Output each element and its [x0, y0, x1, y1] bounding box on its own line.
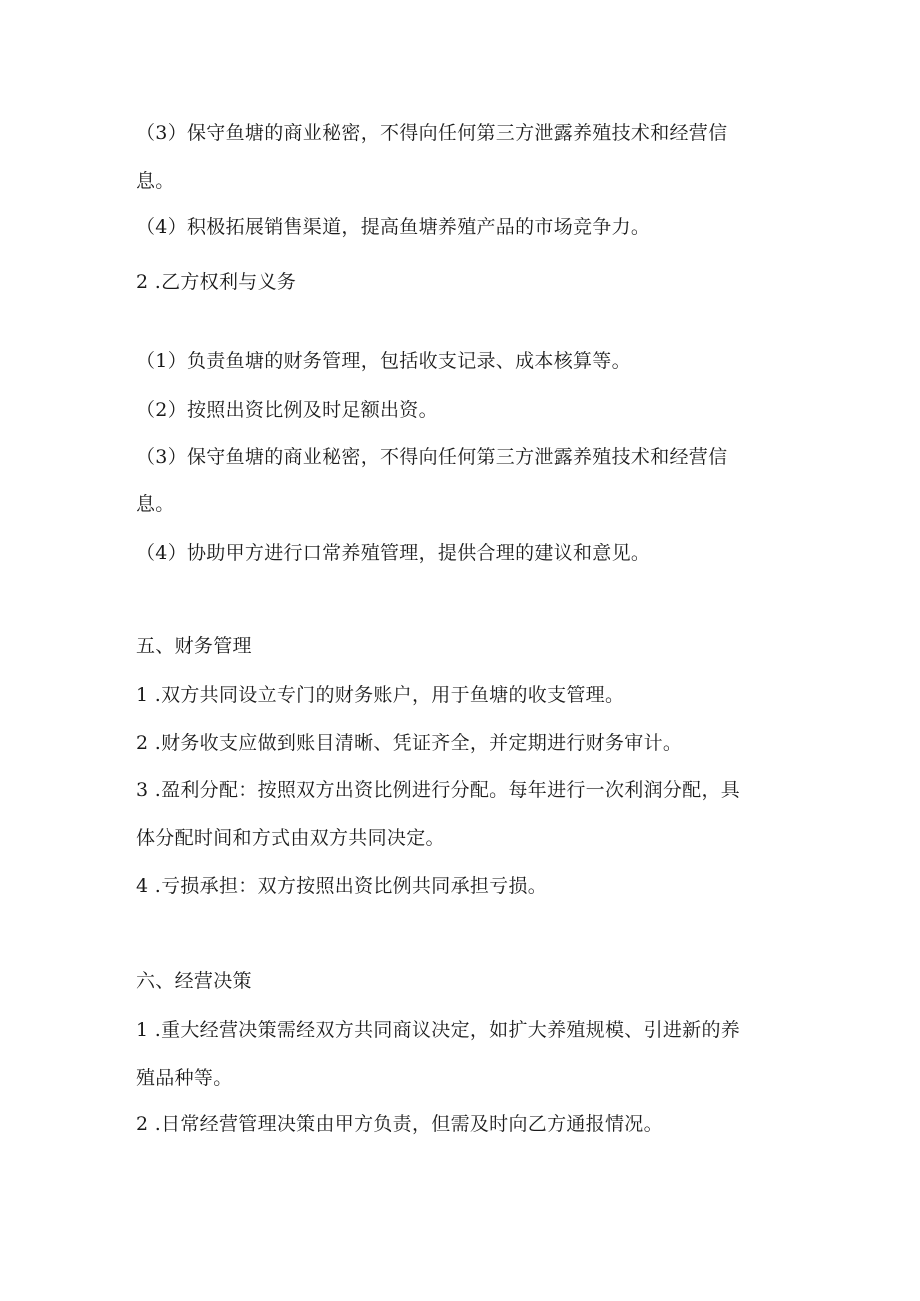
paragraph-line: 2 .日常经营管理决策由甲方负责，但需及时向乙方通报情况。 — [136, 1113, 663, 1135]
paragraph-line: 2 .财务收支应做到账目清晰、凭证齐全，并定期进行财务审计。 — [136, 732, 683, 754]
section-heading: 2 .乙方权利与义务 — [136, 271, 297, 293]
paragraph-line: （3）保守鱼塘的商业秘密，不得向任何第三方泄露养殖技术和经营信 — [136, 446, 728, 468]
paragraph-line: 4 .亏损承担：双方按照出资比例共同承担亏损。 — [136, 875, 548, 897]
paragraph-line: （4）积极拓展销售渠道，提高鱼塘养殖产品的市场竞争力。 — [136, 216, 651, 238]
paragraph-line: 息。 — [136, 170, 175, 192]
paragraph-line: 3 .盈利分配：按照双方出资比例进行分配。每年进行一次利润分配，具 — [136, 779, 741, 801]
paragraph-line: （3）保守鱼塘的商业秘密，不得向任何第三方泄露养殖技术和经营信 — [136, 122, 728, 144]
paragraph-line: 体分配时间和方式由双方共同决定。 — [136, 827, 445, 849]
paragraph-line: 息。 — [136, 493, 175, 515]
section-heading: 五、财务管理 — [136, 635, 252, 657]
paragraph-line: （1）负责鱼塘的财务管理，包括收支记录、成本核算等。 — [136, 350, 631, 372]
paragraph-line: 1 .重大经营决策需经双方共同商议决定，如扩大养殖规模、引进新的养 — [136, 1019, 741, 1041]
paragraph-line: 殖品种等。 — [136, 1067, 233, 1089]
paragraph-line: （4）协助甲方进行口常养殖管理，提供合理的建议和意见。 — [136, 542, 651, 564]
paragraph-line: （2）按照出资比例及时足额出资。 — [136, 399, 438, 421]
paragraph-line: 1 .双方共同设立专门的财务账户，用于鱼塘的收支管理。 — [136, 684, 625, 706]
section-heading: 六、经营决策 — [136, 970, 252, 992]
